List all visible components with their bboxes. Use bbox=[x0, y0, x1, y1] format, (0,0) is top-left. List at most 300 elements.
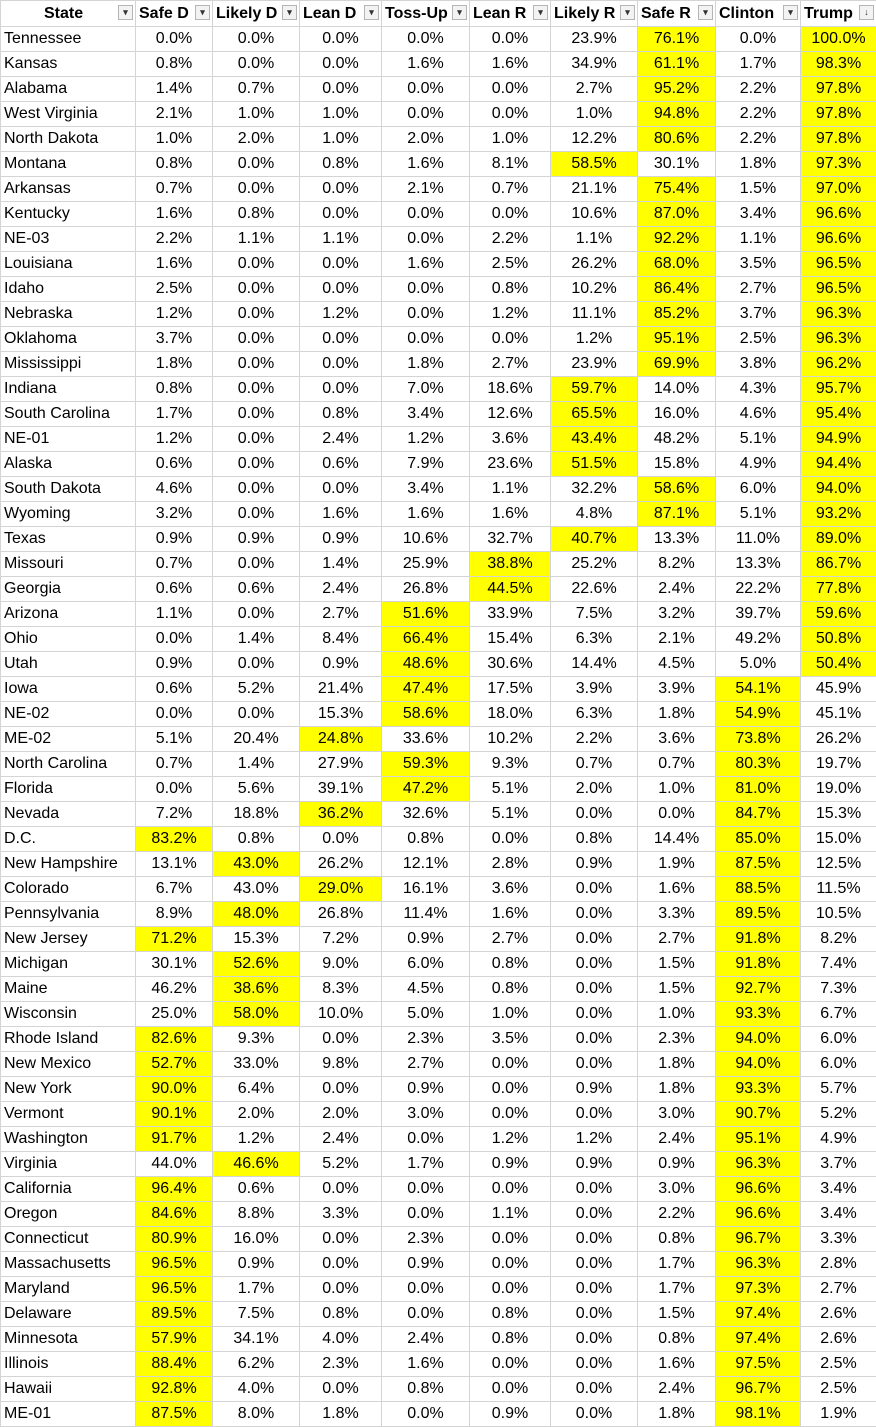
value-cell[interactable]: 0.0% bbox=[551, 977, 638, 1002]
value-cell[interactable]: 6.0% bbox=[801, 1027, 876, 1052]
value-cell[interactable]: 4.9% bbox=[801, 1127, 876, 1152]
filter-dropdown-icon[interactable]: ▾ bbox=[533, 5, 548, 20]
value-cell[interactable]: 92.7% bbox=[716, 977, 801, 1002]
value-cell[interactable]: 2.4% bbox=[638, 577, 716, 602]
value-cell[interactable]: 0.0% bbox=[136, 777, 213, 802]
state-cell[interactable]: Texas bbox=[1, 527, 136, 552]
value-cell[interactable]: 7.4% bbox=[801, 952, 876, 977]
value-cell[interactable]: 15.8% bbox=[638, 452, 716, 477]
value-cell[interactable]: 0.0% bbox=[213, 452, 300, 477]
value-cell[interactable]: 44.5% bbox=[470, 577, 551, 602]
sort-filter-icon[interactable]: ↓ bbox=[859, 5, 874, 20]
value-cell[interactable]: 0.0% bbox=[382, 102, 470, 127]
value-cell[interactable]: 96.2% bbox=[801, 352, 876, 377]
value-cell[interactable]: 94.0% bbox=[716, 1027, 801, 1052]
value-cell[interactable]: 46.6% bbox=[213, 1152, 300, 1177]
value-cell[interactable]: 0.7% bbox=[470, 177, 551, 202]
value-cell[interactable]: 4.3% bbox=[716, 377, 801, 402]
state-cell[interactable]: Florida bbox=[1, 777, 136, 802]
value-cell[interactable]: 49.2% bbox=[716, 627, 801, 652]
value-cell[interactable]: 59.3% bbox=[382, 752, 470, 777]
value-cell[interactable]: 23.6% bbox=[470, 452, 551, 477]
value-cell[interactable]: 80.6% bbox=[638, 127, 716, 152]
value-cell[interactable]: 11.4% bbox=[382, 902, 470, 927]
value-cell[interactable]: 43.0% bbox=[213, 877, 300, 902]
value-cell[interactable]: 15.4% bbox=[470, 627, 551, 652]
value-cell[interactable]: 39.7% bbox=[716, 602, 801, 627]
value-cell[interactable]: 11.0% bbox=[716, 527, 801, 552]
value-cell[interactable]: 11.5% bbox=[801, 877, 876, 902]
value-cell[interactable]: 6.0% bbox=[801, 1052, 876, 1077]
value-cell[interactable]: 0.8% bbox=[638, 1327, 716, 1352]
state-cell[interactable]: Oregon bbox=[1, 1202, 136, 1227]
value-cell[interactable]: 23.9% bbox=[551, 352, 638, 377]
value-cell[interactable]: 48.6% bbox=[382, 652, 470, 677]
value-cell[interactable]: 1.1% bbox=[551, 227, 638, 252]
value-cell[interactable]: 0.7% bbox=[136, 177, 213, 202]
value-cell[interactable]: 0.9% bbox=[213, 1252, 300, 1277]
value-cell[interactable]: 93.3% bbox=[716, 1002, 801, 1027]
value-cell[interactable]: 0.8% bbox=[470, 952, 551, 977]
value-cell[interactable]: 1.5% bbox=[638, 977, 716, 1002]
filter-dropdown-icon[interactable]: ▾ bbox=[620, 5, 635, 20]
value-cell[interactable]: 3.5% bbox=[470, 1027, 551, 1052]
filter-dropdown-icon[interactable]: ▾ bbox=[364, 5, 379, 20]
value-cell[interactable]: 26.2% bbox=[300, 852, 382, 877]
value-cell[interactable]: 91.7% bbox=[136, 1127, 213, 1152]
value-cell[interactable]: 3.7% bbox=[136, 327, 213, 352]
value-cell[interactable]: 96.6% bbox=[801, 202, 876, 227]
value-cell[interactable]: 3.3% bbox=[801, 1227, 876, 1252]
value-cell[interactable]: 0.0% bbox=[213, 702, 300, 727]
value-cell[interactable]: 0.9% bbox=[136, 527, 213, 552]
value-cell[interactable]: 0.0% bbox=[551, 1327, 638, 1352]
value-cell[interactable]: 1.6% bbox=[638, 877, 716, 902]
value-cell[interactable]: 8.2% bbox=[801, 927, 876, 952]
state-cell[interactable]: Iowa bbox=[1, 677, 136, 702]
value-cell[interactable]: 0.8% bbox=[382, 1377, 470, 1402]
value-cell[interactable]: 0.0% bbox=[470, 1077, 551, 1102]
value-cell[interactable]: 2.1% bbox=[382, 177, 470, 202]
value-cell[interactable]: 2.4% bbox=[638, 1377, 716, 1402]
value-cell[interactable]: 2.3% bbox=[638, 1027, 716, 1052]
state-cell[interactable]: New York bbox=[1, 1077, 136, 1102]
state-cell[interactable]: Tennessee bbox=[1, 27, 136, 52]
value-cell[interactable]: 0.8% bbox=[638, 1227, 716, 1252]
state-cell[interactable]: Wyoming bbox=[1, 502, 136, 527]
value-cell[interactable]: 1.6% bbox=[382, 252, 470, 277]
value-cell[interactable]: 85.2% bbox=[638, 302, 716, 327]
value-cell[interactable]: 0.0% bbox=[300, 177, 382, 202]
value-cell[interactable]: 0.0% bbox=[551, 1227, 638, 1252]
value-cell[interactable]: 0.8% bbox=[382, 827, 470, 852]
value-cell[interactable]: 0.9% bbox=[470, 1402, 551, 1427]
value-cell[interactable]: 22.2% bbox=[716, 577, 801, 602]
value-cell[interactable]: 0.0% bbox=[300, 327, 382, 352]
value-cell[interactable]: 2.2% bbox=[136, 227, 213, 252]
value-cell[interactable]: 0.0% bbox=[213, 477, 300, 502]
value-cell[interactable]: 15.3% bbox=[801, 802, 876, 827]
value-cell[interactable]: 2.3% bbox=[382, 1027, 470, 1052]
value-cell[interactable]: 90.7% bbox=[716, 1102, 801, 1127]
value-cell[interactable]: 1.6% bbox=[382, 1352, 470, 1377]
state-cell[interactable]: NE-02 bbox=[1, 702, 136, 727]
value-cell[interactable]: 1.2% bbox=[213, 1127, 300, 1152]
filter-dropdown-icon[interactable]: ▾ bbox=[118, 5, 133, 20]
value-cell[interactable]: 2.6% bbox=[801, 1302, 876, 1327]
value-cell[interactable]: 2.7% bbox=[801, 1277, 876, 1302]
state-cell[interactable]: NE-03 bbox=[1, 227, 136, 252]
value-cell[interactable]: 0.9% bbox=[382, 927, 470, 952]
value-cell[interactable]: 1.4% bbox=[213, 627, 300, 652]
value-cell[interactable]: 1.2% bbox=[300, 302, 382, 327]
value-cell[interactable]: 2.3% bbox=[382, 1227, 470, 1252]
value-cell[interactable]: 1.5% bbox=[638, 1302, 716, 1327]
value-cell[interactable]: 19.7% bbox=[801, 752, 876, 777]
state-cell[interactable]: Rhode Island bbox=[1, 1027, 136, 1052]
value-cell[interactable]: 0.6% bbox=[213, 577, 300, 602]
value-cell[interactable]: 6.0% bbox=[382, 952, 470, 977]
value-cell[interactable]: 51.5% bbox=[551, 452, 638, 477]
value-cell[interactable]: 1.8% bbox=[716, 152, 801, 177]
value-cell[interactable]: 0.8% bbox=[300, 402, 382, 427]
value-cell[interactable]: 96.5% bbox=[136, 1252, 213, 1277]
value-cell[interactable]: 1.6% bbox=[382, 152, 470, 177]
value-cell[interactable]: 3.4% bbox=[716, 202, 801, 227]
value-cell[interactable]: 13.3% bbox=[716, 552, 801, 577]
value-cell[interactable]: 34.9% bbox=[551, 52, 638, 77]
value-cell[interactable]: 1.7% bbox=[382, 1152, 470, 1177]
value-cell[interactable]: 1.4% bbox=[300, 552, 382, 577]
state-cell[interactable]: Kentucky bbox=[1, 202, 136, 227]
value-cell[interactable]: 0.9% bbox=[382, 1077, 470, 1102]
value-cell[interactable]: 0.0% bbox=[470, 1377, 551, 1402]
state-cell[interactable]: North Dakota bbox=[1, 127, 136, 152]
value-cell[interactable]: 4.5% bbox=[638, 652, 716, 677]
value-cell[interactable]: 19.0% bbox=[801, 777, 876, 802]
value-cell[interactable]: 0.0% bbox=[382, 202, 470, 227]
value-cell[interactable]: 4.0% bbox=[213, 1377, 300, 1402]
value-cell[interactable]: 1.0% bbox=[300, 102, 382, 127]
value-cell[interactable]: 6.7% bbox=[136, 877, 213, 902]
value-cell[interactable]: 1.7% bbox=[213, 1277, 300, 1302]
value-cell[interactable]: 1.8% bbox=[638, 1402, 716, 1427]
value-cell[interactable]: 10.2% bbox=[551, 277, 638, 302]
value-cell[interactable]: 7.5% bbox=[213, 1302, 300, 1327]
value-cell[interactable]: 0.0% bbox=[382, 77, 470, 102]
state-cell[interactable]: Vermont bbox=[1, 1102, 136, 1127]
value-cell[interactable]: 84.6% bbox=[136, 1202, 213, 1227]
value-cell[interactable]: 87.5% bbox=[716, 852, 801, 877]
value-cell[interactable]: 18.6% bbox=[470, 377, 551, 402]
state-cell[interactable]: Alaska bbox=[1, 452, 136, 477]
value-cell[interactable]: 95.1% bbox=[716, 1127, 801, 1152]
value-cell[interactable]: 96.7% bbox=[716, 1377, 801, 1402]
value-cell[interactable]: 0.0% bbox=[300, 1277, 382, 1302]
value-cell[interactable]: 38.8% bbox=[470, 552, 551, 577]
value-cell[interactable]: 0.0% bbox=[213, 277, 300, 302]
value-cell[interactable]: 0.0% bbox=[213, 352, 300, 377]
value-cell[interactable]: 97.8% bbox=[801, 127, 876, 152]
value-cell[interactable]: 0.0% bbox=[551, 1377, 638, 1402]
value-cell[interactable]: 1.9% bbox=[638, 852, 716, 877]
value-cell[interactable]: 0.0% bbox=[300, 1177, 382, 1202]
value-cell[interactable]: 4.5% bbox=[382, 977, 470, 1002]
value-cell[interactable]: 2.0% bbox=[300, 1102, 382, 1127]
value-cell[interactable]: 0.0% bbox=[213, 52, 300, 77]
value-cell[interactable]: 47.4% bbox=[382, 677, 470, 702]
value-cell[interactable]: 83.2% bbox=[136, 827, 213, 852]
value-cell[interactable]: 16.0% bbox=[638, 402, 716, 427]
value-cell[interactable]: 0.0% bbox=[551, 1002, 638, 1027]
filter-dropdown-icon[interactable]: ▾ bbox=[195, 5, 210, 20]
value-cell[interactable]: 1.7% bbox=[136, 402, 213, 427]
value-cell[interactable]: 14.0% bbox=[638, 377, 716, 402]
value-cell[interactable]: 0.0% bbox=[470, 327, 551, 352]
value-cell[interactable]: 0.8% bbox=[213, 827, 300, 852]
value-cell[interactable]: 0.8% bbox=[470, 1327, 551, 1352]
value-cell[interactable]: 0.0% bbox=[551, 1102, 638, 1127]
value-cell[interactable]: 1.6% bbox=[136, 252, 213, 277]
value-cell[interactable]: 0.0% bbox=[551, 1402, 638, 1427]
value-cell[interactable]: 2.1% bbox=[136, 102, 213, 127]
value-cell[interactable]: 61.1% bbox=[638, 52, 716, 77]
value-cell[interactable]: 90.0% bbox=[136, 1077, 213, 1102]
value-cell[interactable]: 0.9% bbox=[551, 852, 638, 877]
value-cell[interactable]: 1.0% bbox=[470, 1002, 551, 1027]
state-cell[interactable]: ME-01 bbox=[1, 1402, 136, 1427]
value-cell[interactable]: 54.9% bbox=[716, 702, 801, 727]
value-cell[interactable]: 12.6% bbox=[470, 402, 551, 427]
value-cell[interactable]: 1.6% bbox=[470, 902, 551, 927]
value-cell[interactable]: 9.3% bbox=[213, 1027, 300, 1052]
value-cell[interactable]: 1.6% bbox=[470, 502, 551, 527]
value-cell[interactable]: 5.1% bbox=[716, 427, 801, 452]
value-cell[interactable]: 0.0% bbox=[300, 352, 382, 377]
state-cell[interactable]: Massachusetts bbox=[1, 1252, 136, 1277]
value-cell[interactable]: 0.0% bbox=[382, 277, 470, 302]
value-cell[interactable]: 96.3% bbox=[716, 1252, 801, 1277]
value-cell[interactable]: 0.9% bbox=[638, 1152, 716, 1177]
value-cell[interactable]: 25.0% bbox=[136, 1002, 213, 1027]
value-cell[interactable]: 0.0% bbox=[300, 202, 382, 227]
value-cell[interactable]: 45.1% bbox=[801, 702, 876, 727]
value-cell[interactable]: 1.9% bbox=[801, 1402, 876, 1427]
value-cell[interactable]: 94.8% bbox=[638, 102, 716, 127]
state-cell[interactable]: New Hampshire bbox=[1, 852, 136, 877]
value-cell[interactable]: 0.0% bbox=[470, 1252, 551, 1277]
value-cell[interactable]: 3.7% bbox=[716, 302, 801, 327]
value-cell[interactable]: 2.0% bbox=[551, 777, 638, 802]
value-cell[interactable]: 2.8% bbox=[801, 1252, 876, 1277]
value-cell[interactable]: 87.5% bbox=[136, 1402, 213, 1427]
value-cell[interactable]: 1.0% bbox=[551, 102, 638, 127]
value-cell[interactable]: 9.3% bbox=[470, 752, 551, 777]
value-cell[interactable]: 0.0% bbox=[300, 1027, 382, 1052]
value-cell[interactable]: 7.9% bbox=[382, 452, 470, 477]
value-cell[interactable]: 0.9% bbox=[551, 1152, 638, 1177]
value-cell[interactable]: 6.3% bbox=[551, 627, 638, 652]
value-cell[interactable]: 0.0% bbox=[136, 702, 213, 727]
value-cell[interactable]: 1.1% bbox=[470, 477, 551, 502]
value-cell[interactable]: 46.2% bbox=[136, 977, 213, 1002]
value-cell[interactable]: 40.7% bbox=[551, 527, 638, 552]
value-cell[interactable]: 2.4% bbox=[382, 1327, 470, 1352]
value-cell[interactable]: 77.8% bbox=[801, 577, 876, 602]
value-cell[interactable]: 0.0% bbox=[470, 27, 551, 52]
value-cell[interactable]: 0.0% bbox=[213, 302, 300, 327]
value-cell[interactable]: 95.1% bbox=[638, 327, 716, 352]
value-cell[interactable]: 15.3% bbox=[213, 927, 300, 952]
value-cell[interactable]: 2.4% bbox=[638, 1127, 716, 1152]
state-cell[interactable]: Connecticut bbox=[1, 1227, 136, 1252]
state-cell[interactable]: Indiana bbox=[1, 377, 136, 402]
value-cell[interactable]: 92.2% bbox=[638, 227, 716, 252]
value-cell[interactable]: 97.3% bbox=[716, 1277, 801, 1302]
value-cell[interactable]: 2.4% bbox=[300, 577, 382, 602]
value-cell[interactable]: 3.4% bbox=[382, 477, 470, 502]
value-cell[interactable]: 5.7% bbox=[801, 1077, 876, 1102]
state-cell[interactable]: Mississippi bbox=[1, 352, 136, 377]
value-cell[interactable]: 4.9% bbox=[716, 452, 801, 477]
value-cell[interactable]: 7.2% bbox=[300, 927, 382, 952]
value-cell[interactable]: 0.0% bbox=[470, 1352, 551, 1377]
value-cell[interactable]: 76.1% bbox=[638, 27, 716, 52]
value-cell[interactable]: 96.5% bbox=[801, 277, 876, 302]
state-cell[interactable]: Hawaii bbox=[1, 1377, 136, 1402]
value-cell[interactable]: 3.6% bbox=[638, 727, 716, 752]
state-cell[interactable]: Virginia bbox=[1, 1152, 136, 1177]
value-cell[interactable]: 8.3% bbox=[300, 977, 382, 1002]
value-cell[interactable]: 0.0% bbox=[382, 327, 470, 352]
state-cell[interactable]: ME-02 bbox=[1, 727, 136, 752]
value-cell[interactable]: 0.0% bbox=[382, 27, 470, 52]
value-cell[interactable]: 6.0% bbox=[716, 477, 801, 502]
value-cell[interactable]: 2.2% bbox=[638, 1202, 716, 1227]
state-cell[interactable]: South Dakota bbox=[1, 477, 136, 502]
value-cell[interactable]: 0.0% bbox=[551, 1352, 638, 1377]
value-cell[interactable]: 94.4% bbox=[801, 452, 876, 477]
value-cell[interactable]: 6.2% bbox=[213, 1352, 300, 1377]
value-cell[interactable]: 0.0% bbox=[300, 477, 382, 502]
value-cell[interactable]: 1.1% bbox=[716, 227, 801, 252]
value-cell[interactable]: 13.1% bbox=[136, 852, 213, 877]
value-cell[interactable]: 8.9% bbox=[136, 902, 213, 927]
state-cell[interactable]: Alabama bbox=[1, 77, 136, 102]
value-cell[interactable]: 0.0% bbox=[382, 1127, 470, 1152]
value-cell[interactable]: 33.6% bbox=[382, 727, 470, 752]
value-cell[interactable]: 23.9% bbox=[551, 27, 638, 52]
value-cell[interactable]: 0.7% bbox=[638, 752, 716, 777]
value-cell[interactable]: 3.5% bbox=[716, 252, 801, 277]
state-cell[interactable]: Montana bbox=[1, 152, 136, 177]
value-cell[interactable]: 59.7% bbox=[551, 377, 638, 402]
value-cell[interactable]: 21.1% bbox=[551, 177, 638, 202]
value-cell[interactable]: 0.0% bbox=[470, 202, 551, 227]
value-cell[interactable]: 30.6% bbox=[470, 652, 551, 677]
value-cell[interactable]: 97.0% bbox=[801, 177, 876, 202]
value-cell[interactable]: 1.6% bbox=[382, 502, 470, 527]
value-cell[interactable]: 0.9% bbox=[551, 1077, 638, 1102]
value-cell[interactable]: 0.0% bbox=[551, 927, 638, 952]
value-cell[interactable]: 90.1% bbox=[136, 1102, 213, 1127]
value-cell[interactable]: 2.7% bbox=[382, 1052, 470, 1077]
value-cell[interactable]: 1.2% bbox=[470, 302, 551, 327]
value-cell[interactable]: 48.2% bbox=[638, 427, 716, 452]
value-cell[interactable]: 1.2% bbox=[136, 302, 213, 327]
value-cell[interactable]: 12.2% bbox=[551, 127, 638, 152]
value-cell[interactable]: 0.8% bbox=[551, 827, 638, 852]
value-cell[interactable]: 26.8% bbox=[382, 577, 470, 602]
value-cell[interactable]: 1.5% bbox=[716, 177, 801, 202]
state-cell[interactable]: Nebraska bbox=[1, 302, 136, 327]
value-cell[interactable]: 2.3% bbox=[300, 1352, 382, 1377]
value-cell[interactable]: 1.6% bbox=[638, 1352, 716, 1377]
value-cell[interactable]: 3.0% bbox=[638, 1177, 716, 1202]
value-cell[interactable]: 2.4% bbox=[300, 427, 382, 452]
state-cell[interactable]: Wisconsin bbox=[1, 1002, 136, 1027]
value-cell[interactable]: 93.3% bbox=[716, 1077, 801, 1102]
value-cell[interactable]: 89.5% bbox=[716, 902, 801, 927]
state-cell[interactable]: NE-01 bbox=[1, 427, 136, 452]
value-cell[interactable]: 68.0% bbox=[638, 252, 716, 277]
value-cell[interactable]: 0.0% bbox=[551, 877, 638, 902]
value-cell[interactable]: 16.0% bbox=[213, 1227, 300, 1252]
value-cell[interactable]: 6.7% bbox=[801, 1002, 876, 1027]
value-cell[interactable]: 45.9% bbox=[801, 677, 876, 702]
value-cell[interactable]: 1.4% bbox=[213, 752, 300, 777]
value-cell[interactable]: 2.7% bbox=[470, 927, 551, 952]
value-cell[interactable]: 1.8% bbox=[638, 702, 716, 727]
value-cell[interactable]: 48.0% bbox=[213, 902, 300, 927]
value-cell[interactable]: 6.4% bbox=[213, 1077, 300, 1102]
value-cell[interactable]: 44.0% bbox=[136, 1152, 213, 1177]
value-cell[interactable]: 80.9% bbox=[136, 1227, 213, 1252]
value-cell[interactable]: 18.8% bbox=[213, 802, 300, 827]
value-cell[interactable]: 1.2% bbox=[136, 427, 213, 452]
value-cell[interactable]: 3.2% bbox=[638, 602, 716, 627]
value-cell[interactable]: 27.9% bbox=[300, 752, 382, 777]
value-cell[interactable]: 1.2% bbox=[551, 1127, 638, 1152]
value-cell[interactable]: 0.0% bbox=[716, 27, 801, 52]
value-cell[interactable]: 0.0% bbox=[470, 827, 551, 852]
state-cell[interactable]: West Virginia bbox=[1, 102, 136, 127]
value-cell[interactable]: 0.7% bbox=[213, 77, 300, 102]
value-cell[interactable]: 0.9% bbox=[300, 527, 382, 552]
value-cell[interactable]: 0.0% bbox=[551, 1277, 638, 1302]
value-cell[interactable]: 32.7% bbox=[470, 527, 551, 552]
value-cell[interactable]: 0.0% bbox=[136, 27, 213, 52]
value-cell[interactable]: 1.2% bbox=[551, 327, 638, 352]
value-cell[interactable]: 88.4% bbox=[136, 1352, 213, 1377]
value-cell[interactable]: 0.8% bbox=[470, 277, 551, 302]
value-cell[interactable]: 2.4% bbox=[300, 1127, 382, 1152]
value-cell[interactable]: 82.6% bbox=[136, 1027, 213, 1052]
value-cell[interactable]: 12.5% bbox=[801, 852, 876, 877]
value-cell[interactable]: 97.4% bbox=[716, 1302, 801, 1327]
value-cell[interactable]: 97.5% bbox=[716, 1352, 801, 1377]
value-cell[interactable]: 3.2% bbox=[136, 502, 213, 527]
value-cell[interactable]: 97.8% bbox=[801, 77, 876, 102]
value-cell[interactable]: 0.6% bbox=[136, 577, 213, 602]
value-cell[interactable]: 95.7% bbox=[801, 377, 876, 402]
value-cell[interactable]: 2.7% bbox=[551, 77, 638, 102]
state-cell[interactable]: D.C. bbox=[1, 827, 136, 852]
value-cell[interactable]: 100.0% bbox=[801, 27, 876, 52]
state-cell[interactable]: Georgia bbox=[1, 577, 136, 602]
state-cell[interactable]: New Jersey bbox=[1, 927, 136, 952]
value-cell[interactable]: 3.4% bbox=[801, 1202, 876, 1227]
